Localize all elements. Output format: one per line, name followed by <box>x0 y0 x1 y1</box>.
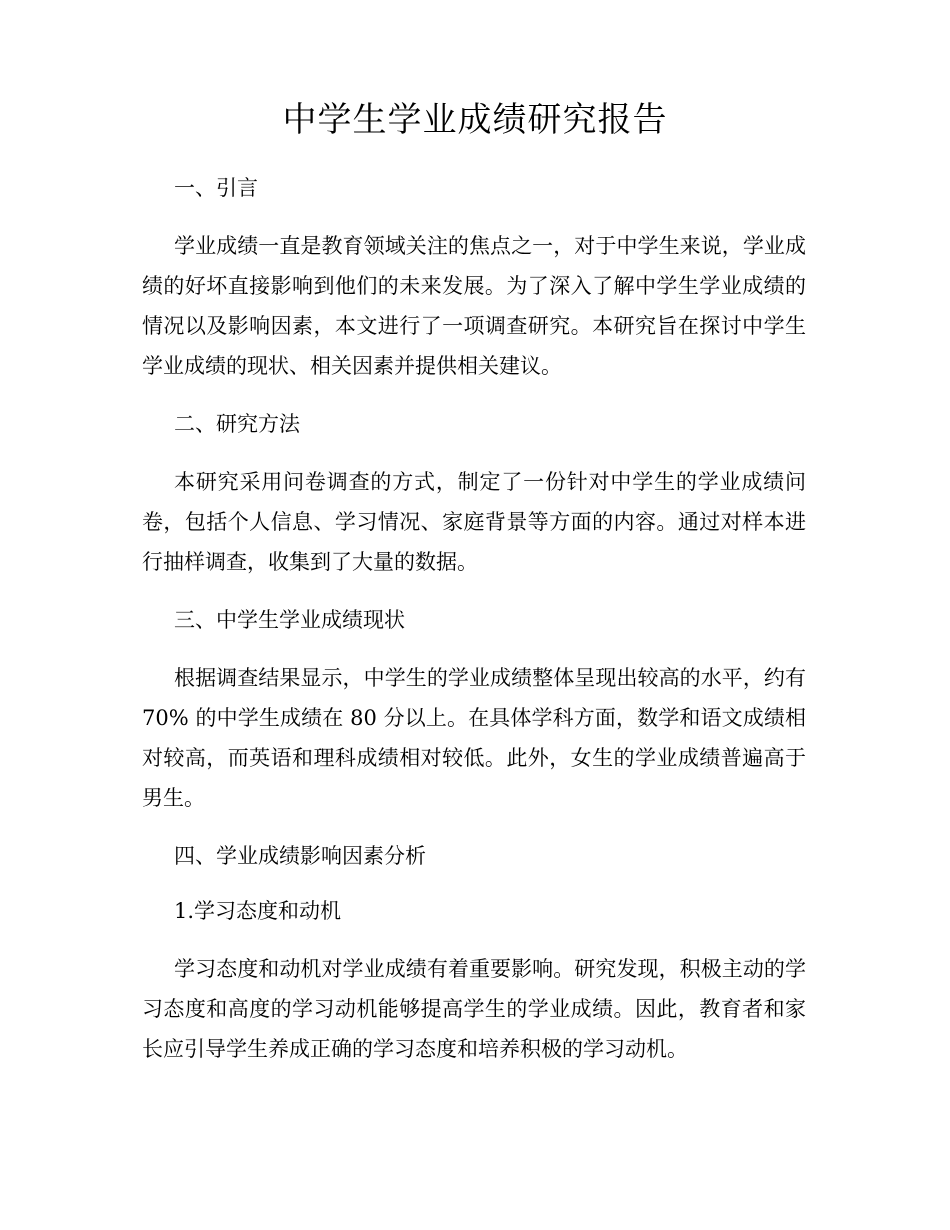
section-heading-status: 三、中学生学业成绩现状 <box>174 608 405 632</box>
section-heading-introduction: 一、引言 <box>174 176 258 200</box>
subsection-heading-attitude: 1.学习态度和动机 <box>174 899 342 923</box>
section-heading-methods: 二、研究方法 <box>174 412 300 436</box>
document-body <box>142 168 806 1069</box>
section-heading-factors: 四、学业成绩影响因素分析 <box>174 844 426 868</box>
document-title: 中学生学业成绩研究报告 <box>282 100 668 140</box>
paragraph-attitude: 学习态度和动机对学业成绩有着重要影响。研究发现，积极主动的学习态度和高度的学习动机能够提高学生的学业成绩。因此，教育者和家长应引导学生养成正确的学习态度和培养积极的学习动机。 <box>142 957 806 1061</box>
paragraph-methods: 本研究采用问卷调查的方式，制定了一份针对中学生的学业成绩问卷，包括个人信息、学习情况、家庭背景等方面的内容。通过对样本进行抽样调查，收集到了大量的数据。 <box>142 470 806 574</box>
paragraph-introduction: 学业成绩一直是教育领域关注的焦点之一，对于中学生来说，学业成绩的好坏直接影响到他们的未来发展。为了深入了解中学生学业成绩的情况以及影响因素，本文进行了一项调查研究。本研究旨在探讨中学生学业成绩的现状、相关因素并提供相关建议。 <box>142 234 806 378</box>
paragraph-status: 根据调查结果显示，中学生的学业成绩整体呈现出较高的水平，约有 70% 的中学生成绩在 80 分以上。在具体学科方面，数学和语文成绩相对较高，而英语和理科成绩相对较低。此外，女生的学业成绩普遍高于男生。 <box>142 666 806 810</box>
